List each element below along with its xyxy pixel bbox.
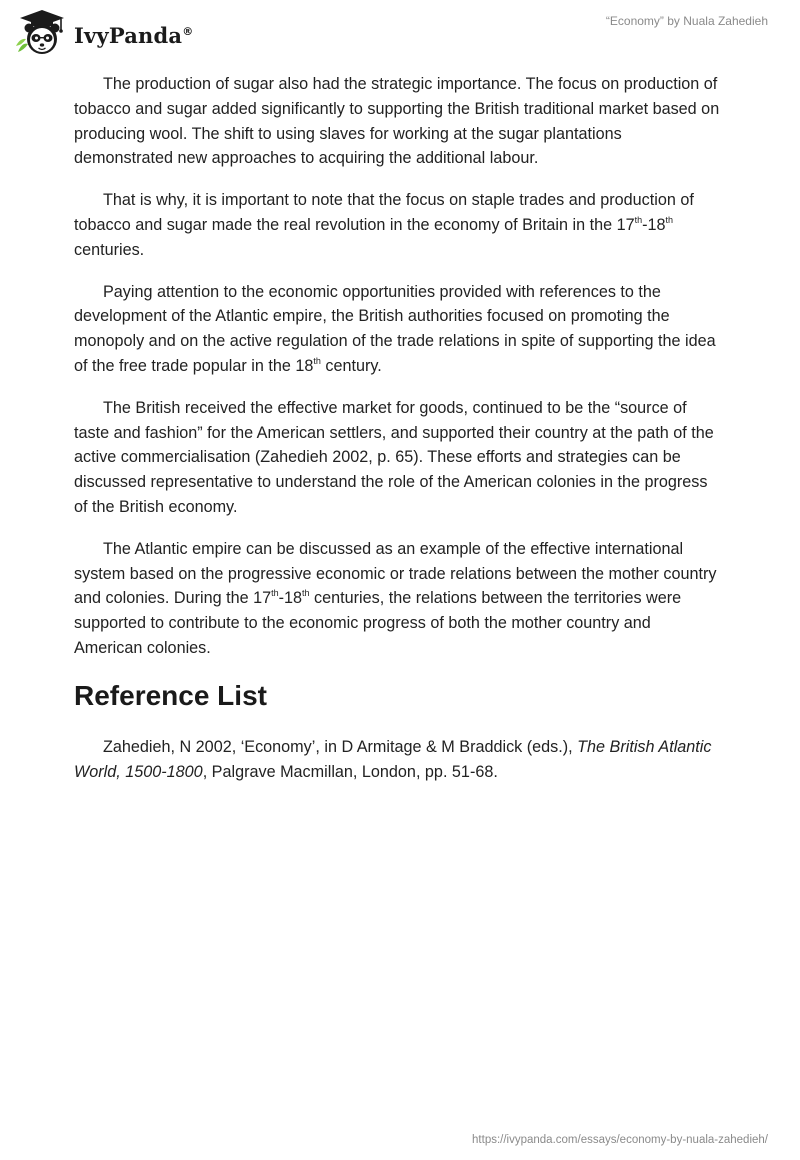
- page-header: [0, 0, 800, 62]
- paragraph: That is why, it is important to note that the focus on staple trades and production of tobacco and sugar made the real revolution in the economy of Britain in the 17th-18th centuries.: [74, 191, 694, 259]
- panda-graduate-icon: [14, 8, 70, 58]
- reference-title: The British Atlantic World, 1500-1800: [74, 737, 712, 781]
- registered-mark: ®: [182, 24, 194, 38]
- paragraph: The production of sugar also had the strategic importance. The focus on production of tobacco and sugar added significantly to supporting the British traditional market based on producing wool. The shift to using slaves for working at the sugar plantations demonstrated new approaches to acquiring the additional labour.: [74, 75, 720, 168]
- reference-entry: Zahedieh, N 2002, ‘Economy’, in D Armitage & M Braddick (eds.), The British Atlantic World, 1500-1800, Palgrave Macmillan, London, pp. 51-68.: [74, 737, 712, 781]
- paragraph: Paying attention to the economic opportunities provided with references to the development of the Atlantic empire, the British authorities focused on promoting the monopoly and on the active regulation of the trade relations in spite of supporting the idea of the free trade popular in the 18th century.: [74, 282, 716, 375]
- paragraph: The British received the effective market for goods, continued to be the “source of taste and fashion” for the American settlers, and supported their country at the path of the active commercialisation (Zahedieh 2002, p. 65). These efforts and strategies can be discussed representative to understand the role of the American colonies in the progress of the British economy.: [74, 398, 714, 516]
- essay-body: [74, 72, 722, 801]
- ivypanda-logo[interactable]: [14, 8, 193, 58]
- paragraph: The Atlantic empire can be discussed as an example of the effective international system based on the progressive economic or trade relations between the mother country and colonies. During the 17th-18th centuries, the relations between the territories were supported to contribute to the economic progress of both the mother country and American colonies.: [74, 539, 717, 657]
- brand-name: IvyPanda®: [74, 22, 194, 48]
- source-url[interactable]: https://ivypanda.com/essays/economy-by-nuala-zahedieh/: [472, 1134, 768, 1146]
- running-title: “Economy” by Nuala Zahedieh: [605, 14, 768, 28]
- reference-list-heading: Reference List: [74, 679, 267, 711]
